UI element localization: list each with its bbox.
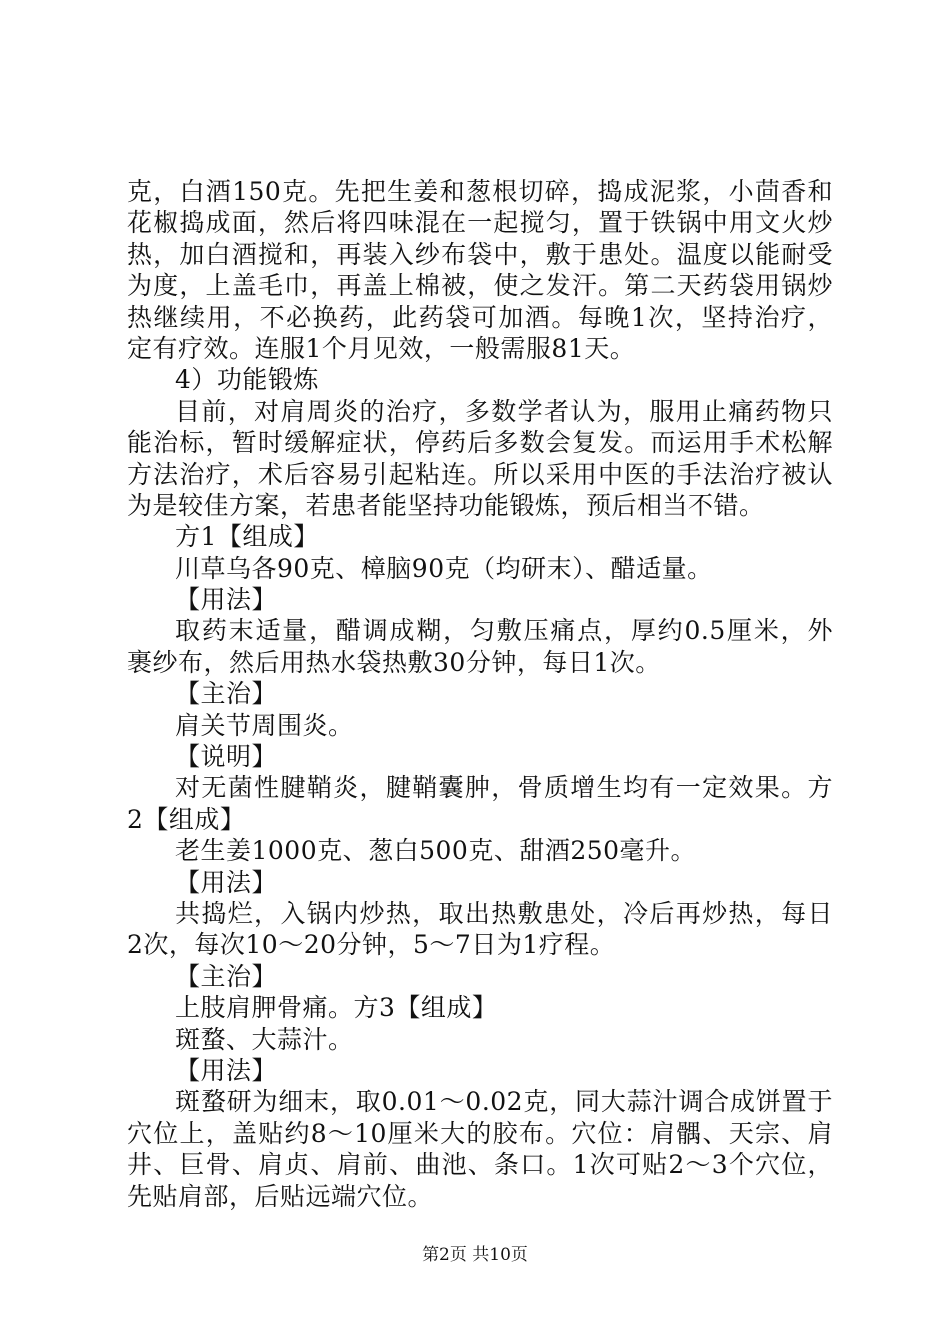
text-line: 克，白酒150克。先把生姜和葱根切碎，捣成泥浆，小茴香和 — [127, 177, 833, 206]
text-line: 取药末适量，醋调成糊，匀敷压痛点，厚约0.5厘米，外 — [175, 616, 833, 646]
text-line: 定有疗效。连服1个月见效，一般需服81天。 — [127, 333, 636, 363]
text-line: 方法治疗，术后容易引起粘连。所以采用中医的手法治疗被认 — [127, 459, 833, 489]
text-line: 先贴肩部，后贴远端穴位。 — [127, 1181, 434, 1211]
text-line: 为度，上盖毛巾，再盖上棉被，使之发汗。第二天药袋用锅炒 — [127, 271, 833, 301]
subheading: 【用法】 — [175, 867, 278, 897]
subheading: 【主治】 — [175, 961, 278, 991]
text-line: 斑蝥、大蒜汁。 — [175, 1024, 354, 1054]
text-line: 2次，每次10～20分钟，5～7日为1疗程。 — [127, 930, 616, 960]
subheading: 【用法】 — [175, 585, 278, 615]
text-line: 穴位上，盖贴约8～10厘米大的胶布。穴位：肩髃、天宗、肩 — [127, 1118, 833, 1148]
text-line: 花椒捣成面，然后将四味混在一起搅匀，置于铁锅中用文火炒 — [127, 208, 833, 238]
text-line: 老生姜1000克、葱白500克、甜酒250毫升。 — [175, 836, 697, 866]
text-line: 2【组成】 — [127, 804, 246, 834]
text-line: 热，加白酒搅和，再装入纱布袋中，敷于患处。温度以能耐受 — [127, 239, 833, 269]
text-line: 热继续用，不必换药，此药袋可加酒。每晚1次，坚持治疗， — [127, 302, 833, 332]
text-line: 斑蝥研为细末，取0.01～0.02克，同大蒜汁调合成饼置于 — [175, 1087, 833, 1117]
text-line: 对无菌性腱鞘炎，腱鞘囊肿，骨质增生均有一定效果。方 — [175, 773, 833, 803]
text-line: 共捣烂，入锅内炒热，取出热敷患处，冷后再炒热，每日 — [175, 898, 833, 928]
text-line: 川草乌各90克、樟脑90克（均研末）、醋适量。 — [175, 553, 713, 583]
text-line: 为是较佳方案，若患者能坚持功能锻炼，预后相当不错。 — [127, 490, 765, 520]
text-line: 裹纱布，然后用热水袋热敷30分钟，每日1次。 — [127, 647, 661, 677]
text-line: 上肢肩胛骨痛。方3【组成】 — [175, 993, 498, 1023]
text-line: 井、巨骨、肩贞、肩前、曲池、条口。1次可贴2～3个穴位， — [127, 1150, 833, 1180]
section-heading: 4）功能锻炼 — [175, 365, 319, 395]
subheading: 【用法】 — [175, 1055, 278, 1085]
text-line: 能治标，暂时缓解症状，停药后多数会复发。而运用手术松解 — [127, 428, 833, 458]
subheading: 【主治】 — [175, 679, 278, 709]
document-body — [127, 176, 833, 1212]
text-line: 目前，对肩周炎的治疗，多数学者认为，服用止痛药物只 — [175, 396, 833, 426]
subheading: 【说明】 — [175, 742, 278, 772]
page-number: 第2页 共10页 — [422, 1245, 528, 1265]
text-line: 肩关节周围炎。 — [175, 710, 354, 740]
prescription-heading: 方1【组成】 — [175, 522, 319, 552]
